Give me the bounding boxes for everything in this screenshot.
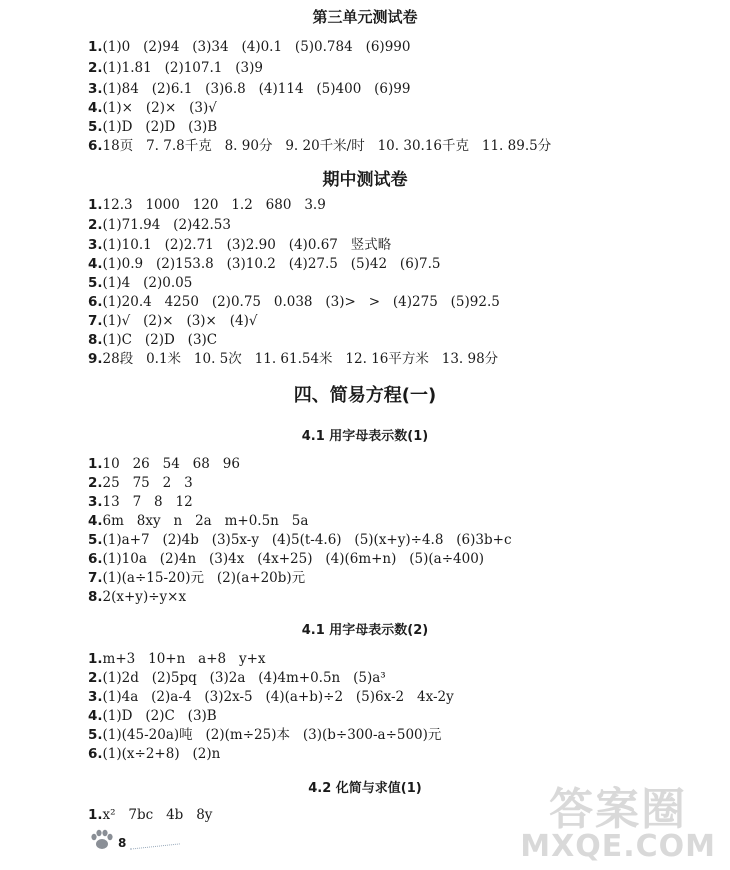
item-number: 1.: [88, 456, 103, 472]
answer-text: 25 75 2 3: [102, 475, 193, 491]
answer-line: [88, 726, 441, 744]
section-title: 期中测试卷: [322, 170, 408, 190]
answer-text: m+3 10+n a+8 y+x: [102, 651, 266, 667]
answer-line: [88, 236, 391, 254]
item-number: 6.: [88, 551, 103, 567]
answer-text: 13 7 8 12: [102, 494, 193, 510]
answer-text: (1)4 (2)0.05: [102, 275, 193, 291]
item-number: 3.: [88, 81, 103, 97]
answer-text: 18页 7. 7.8千克 8. 90分 9. 20千米/时 10. 30.16千克 11. 89.5分: [102, 138, 552, 154]
answer-text: (1)71.94 (2)42.53: [102, 217, 231, 233]
answer-line: [88, 588, 186, 606]
item-number: 5.: [88, 275, 103, 291]
answer-line: [88, 650, 266, 668]
item-number: 4.: [88, 256, 103, 272]
answer-line: [88, 806, 212, 824]
section-title: 第三单元测试卷: [312, 8, 418, 26]
answer-line: [88, 512, 308, 530]
answer-line: [88, 196, 326, 214]
answer-text: (1)(45-20a)吨 (2)(m÷25)本 (3)(b÷300-a÷500)元: [102, 727, 442, 743]
answer-text: (1)C (2)D (3)C: [102, 332, 218, 348]
item-number: 5.: [88, 532, 103, 548]
answer-line: [88, 550, 484, 568]
answer-line: [88, 669, 386, 687]
item-number: 6.: [88, 138, 103, 154]
answer-line: [88, 312, 257, 330]
item-number: 1.: [88, 197, 103, 213]
answer-text: (1)10.1 (2)2.71 (3)2.90 (4)0.67 竖式略: [102, 237, 392, 253]
watermark-logo-text: 答案圈: [549, 784, 688, 835]
answer-line: [88, 474, 193, 492]
item-number: 1.: [88, 39, 103, 55]
watermark-url: MXQE.COM: [520, 829, 716, 864]
answer-line: [88, 99, 217, 117]
answer-text: (1)0.9 (2)153.8 (3)10.2 (4)27.5 (5)42 (6)7.5: [102, 256, 441, 272]
item-number: 6.: [88, 746, 103, 762]
item-number: 8.: [88, 589, 103, 605]
answer-text: (1)√ (2)× (3)× (4)√: [102, 313, 258, 329]
answer-text: (1)2d (2)5pq (3)2a (4)4m+0.5n (5)a³: [102, 670, 386, 686]
item-number: 1.: [88, 807, 103, 823]
item-number: 2.: [88, 60, 103, 76]
answer-text: x² 7bc 4b 8y: [102, 807, 213, 823]
answer-text: 12.3 1000 120 1.2 680 3.9: [102, 197, 326, 213]
item-number: 8.: [88, 332, 103, 348]
answer-line: [88, 38, 410, 56]
answer-text: (1)4a (2)a-4 (3)2x-5 (4)(a+b)÷2 (5)6x-2 4x-2y: [102, 689, 454, 705]
answer-line: [88, 569, 305, 587]
item-number: 3.: [88, 689, 103, 705]
answer-line: [88, 293, 500, 311]
answer-text: (1)10a (2)4n (3)4x (4x+25) (4)(6m+n) (5)(a÷400): [102, 551, 485, 567]
section-title: 4.1 用字母表示数(2): [301, 623, 429, 638]
answer-text: 28段 0.1米 10. 5次 11. 61.54米 12. 16平方米 13. 98分: [102, 351, 499, 367]
item-number: 4.: [88, 708, 103, 724]
answer-text: (1)D (2)D (3)B: [102, 119, 218, 135]
answer-line: [88, 255, 441, 273]
answer-line: [88, 531, 512, 549]
footer-decoration: [130, 843, 180, 849]
answer-text: (1)20.4 4250 (2)0.75 0.038 (3)> > (4)275 (5)92.5: [102, 294, 500, 310]
answer-line: [88, 59, 263, 77]
item-number: 2.: [88, 475, 103, 491]
item-number: 5.: [88, 727, 103, 743]
item-number: 6.: [88, 294, 103, 310]
answer-text: (1)(a÷15-20)元 (2)(a+20b)元: [102, 570, 306, 586]
answer-text: 6m 8xy n 2a m+0.5n 5a: [102, 513, 309, 529]
answer-text: (1)1.81 (2)107.1 (3)9: [102, 60, 263, 76]
answer-text: (1)a+7 (2)4b (3)5x-y (4)5(t-4.6) (5)(x+y)÷4.8 (6)3b+c: [102, 532, 512, 548]
answer-line: [88, 216, 231, 234]
answer-text: 10 26 54 68 96: [102, 456, 240, 472]
answer-line: [88, 455, 240, 473]
item-number: 5.: [88, 119, 103, 135]
item-number: 1.: [88, 651, 103, 667]
answer-text: (1)84 (2)6.1 (3)6.8 (4)114 (5)400 (6)99: [102, 81, 411, 97]
paw-print-icon: [88, 826, 116, 854]
answer-line: [88, 707, 217, 725]
answer-text: (1)× (2)× (3)√: [102, 100, 217, 116]
watermark: [520, 784, 716, 864]
answer-line: [88, 688, 454, 706]
item-number: 9.: [88, 351, 103, 367]
section-title: 4.2 化简与求值(1): [308, 781, 422, 796]
answer-line: [88, 493, 193, 511]
chapter-title: 四、简易方程(一): [293, 385, 437, 406]
item-number: 2.: [88, 217, 103, 233]
item-number: 4.: [88, 100, 103, 116]
answer-text: (1)(x÷2+8) (2)n: [102, 746, 221, 762]
page-number: 8: [118, 836, 127, 850]
answer-line: [88, 118, 217, 136]
section-title: 4.1 用字母表示数(1): [301, 429, 429, 444]
item-number: 3.: [88, 237, 103, 253]
answer-text: 2(x+y)÷y×x: [102, 589, 187, 605]
item-number: 2.: [88, 670, 103, 686]
item-number: 7.: [88, 570, 103, 586]
item-number: 7.: [88, 313, 103, 329]
item-number: 3.: [88, 494, 103, 510]
answer-line: [88, 274, 192, 292]
answer-line: [88, 137, 551, 155]
answer-text: (1)D (2)C (3)B: [102, 708, 217, 724]
answer-text: (1)0 (2)94 (3)34 (4)0.1 (5)0.784 (6)990: [102, 39, 411, 55]
answer-line: [88, 331, 217, 349]
answer-line: [88, 745, 220, 763]
answer-line: [88, 80, 410, 98]
item-number: 4.: [88, 513, 103, 529]
answer-line: [88, 350, 498, 368]
